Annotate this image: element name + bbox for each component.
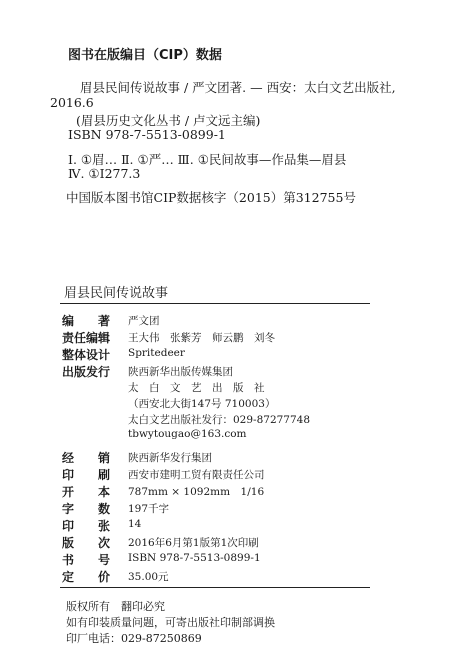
cip-classification-code: Ⅳ. ①I277.3: [68, 166, 141, 181]
publisher-email: tbwytougao@163.com: [128, 428, 247, 440]
spec-value-sheets: 14: [128, 518, 142, 530]
spec-label-wordcount: 字 数: [62, 502, 111, 516]
publisher-phone: 太白文艺出版社发行：029-87277748: [128, 414, 311, 426]
cip-record-number: 中国版本图书馆CIP数据核字（2015）第312755号: [66, 190, 356, 205]
credit-value-design: Spritedeer: [128, 347, 185, 359]
bottom-divider: [60, 587, 370, 588]
credit-label-design: 整体设计: [62, 348, 111, 362]
spec-value-wordcount: 197千字: [128, 503, 170, 515]
spec-value-format: 787mm × 1092mm 1/16: [128, 486, 265, 498]
spec-label-isbn: 书 号: [62, 553, 111, 567]
credit-label-editor: 责任编辑: [62, 331, 111, 345]
spec-value-printer: 西安市建明工贸有限责任公司: [128, 469, 265, 481]
publisher-address: （西安北大街147号 710003）: [128, 398, 276, 410]
spec-label-price: 定 价: [62, 570, 111, 584]
credit-label-publish: 出版发行: [62, 365, 111, 379]
book-title: 眉县民间传说故事: [64, 286, 169, 301]
cip-classification: Ⅰ. ①眉… Ⅱ. ①严… Ⅲ. ①民间故事—作品集—眉县: [68, 152, 347, 167]
cip-catalog-date: 2016.6: [50, 95, 94, 110]
spec-label-distributor: 经 销: [62, 451, 111, 465]
credit-value-author: 严文团: [128, 315, 160, 327]
printer-phone: 印厂电话：029-87250869: [66, 632, 202, 645]
credit-value-publish: 陕西新华出版传媒集团: [128, 366, 233, 378]
cip-heading: 图书在版编目（CIP）数据: [68, 48, 222, 63]
spec-label-printer: 印 刷: [62, 468, 111, 482]
credit-label-author: 编 著: [62, 314, 111, 328]
print-quality-notice: 如有印装质量问题，可寄出版社印制部调换: [66, 616, 275, 629]
cip-isbn: ISBN 978-7-5513-0899-1: [68, 127, 226, 142]
cip-catalog-line: 眉县民间传说故事 / 严文团著. — 西安：太白文艺出版社,: [80, 80, 396, 95]
copyright-notice: 版权所有 翻印必究: [66, 600, 165, 613]
publisher-name: 太 白 文 艺 出 版 社: [128, 382, 265, 394]
spec-value-edition: 2016年6月第1版第1次印刷: [128, 537, 259, 549]
cip-series: (眉县历史文化丛书 / 卢文远主编): [76, 113, 261, 128]
spec-value-price: 35.00元: [128, 571, 169, 583]
spec-label-edition: 版 次: [62, 536, 111, 550]
spec-label-sheets: 印 张: [62, 519, 111, 533]
spec-label-format: 开 本: [62, 485, 111, 499]
spec-value-isbn: ISBN 978-7-5513-0899-1: [128, 552, 261, 564]
credit-value-editor: 王大伟 张紫芳 师云鹏 刘冬: [128, 332, 275, 344]
top-divider: [60, 303, 370, 304]
spec-value-distributor: 陕西新华发行集团: [128, 452, 212, 464]
